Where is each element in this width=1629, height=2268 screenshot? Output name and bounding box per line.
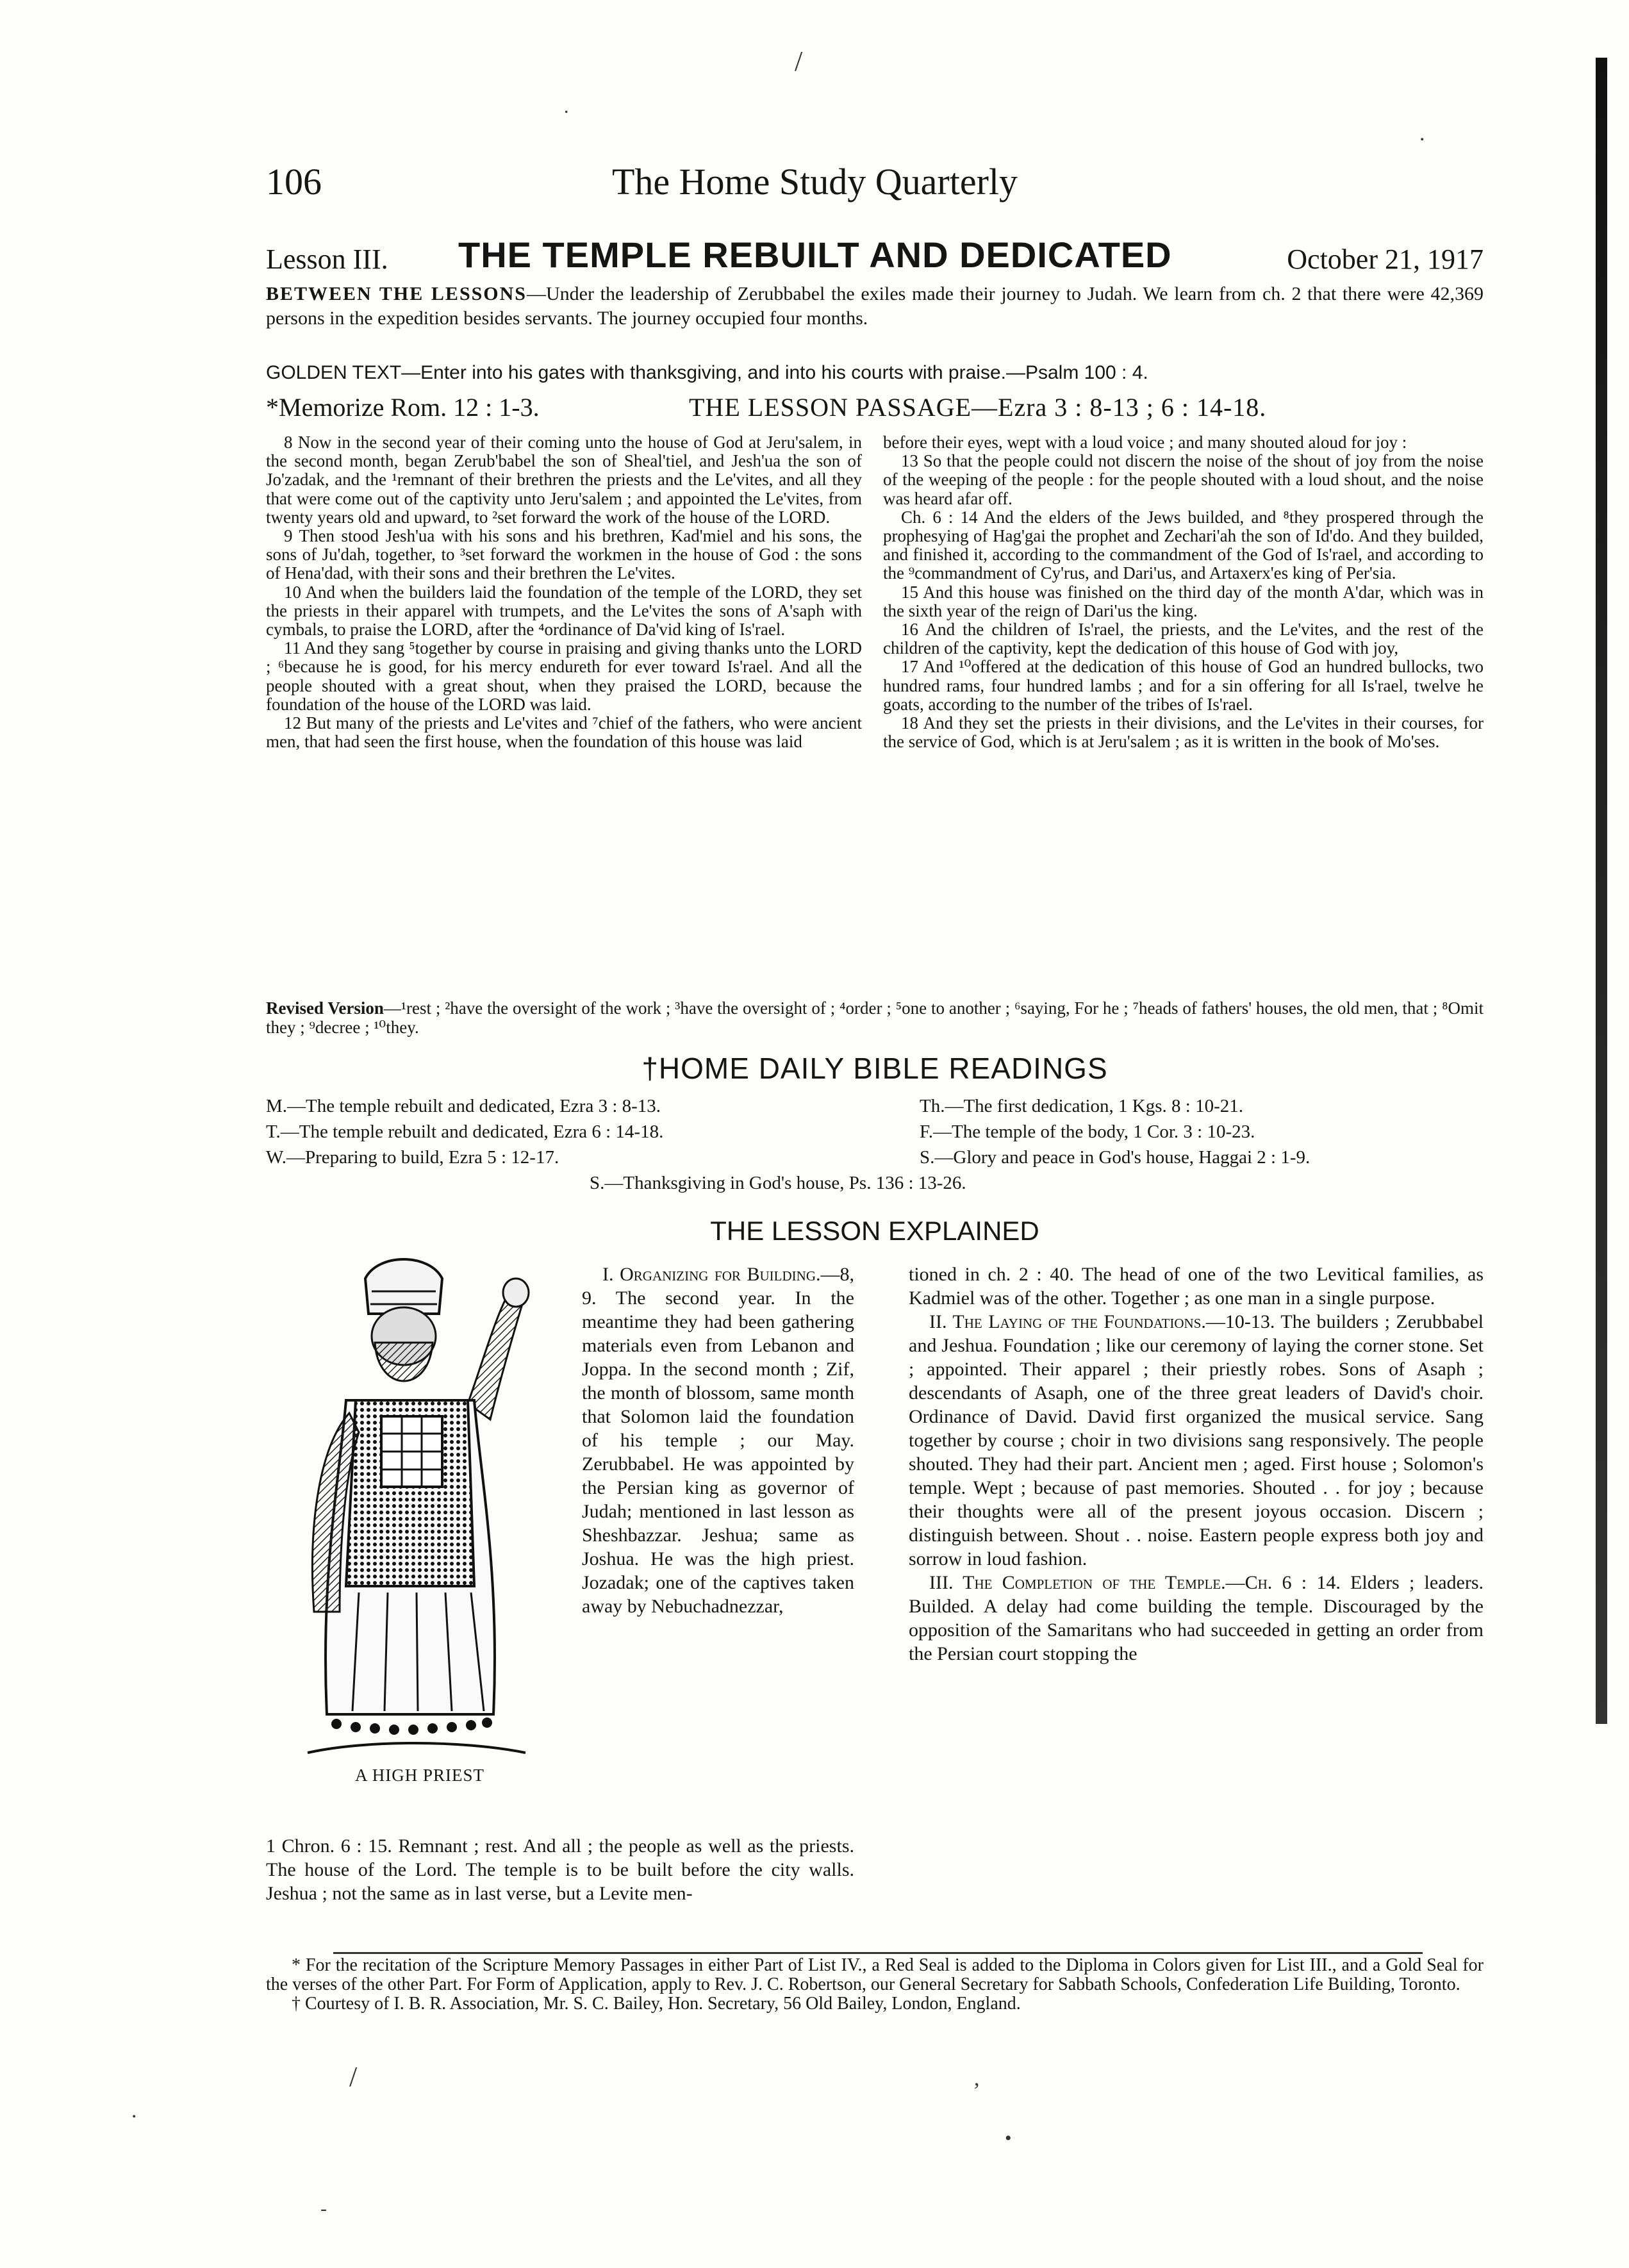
between-the-lessons (266, 282, 1484, 331)
scan-edge-shadow (1596, 58, 1607, 1724)
verse: 13 So that the people could not discern the noise of the shout of joy from the noise of the weeping of the people : for the people shouted with a loud shout, and the noise was heard afar off. (883, 451, 1484, 508)
revised-label: Revised Version (266, 998, 384, 1018)
section-text: tioned in ch. 2 : 40. The head of one of the two Levitical families, as Kadmiel was of the other. Together ; as one man in a single purpose. (909, 1264, 1484, 1309)
verse: Ch. 6 : 14 And the elders of the Jews builded, and ⁸they prospered through the prophesying of Hag'gai the prophet and Zechari'ah the son of Id'do. And they builded, and finished it, according to the commandment of the God of Is'rael, and according to the ⁹commandment of Cy'rus, and Dari'us, and Artaxerx'es king of Per'sia. (883, 507, 1484, 583)
lesson-header (266, 234, 1484, 279)
footnote-rule (333, 1952, 1423, 1954)
page-number: 106 (266, 161, 322, 203)
high-priest-illustration (269, 1253, 570, 1766)
lesson-title: THE TEMPLE REBUILT AND DEDICATED (458, 235, 1172, 275)
memorize-line (266, 392, 1484, 428)
reading-item: Th.—The first dedication, 1 Kgs. 8 : 10-21. (920, 1096, 1243, 1116)
running-head (266, 160, 1484, 211)
reading-item: S.—Glory and peace in God's house, Haggai 2 : 1-9. (920, 1147, 1311, 1168)
scan-speck: . (131, 2099, 137, 2123)
reading-item: M.—The temple rebuilt and dedicated, Ezra 3 : 8-13. (266, 1096, 661, 1116)
section-1-narrow-column (582, 1262, 854, 1618)
reading-item: F.—The temple of the body, 1 Cor. 3 : 10-23. (920, 1122, 1255, 1142)
section-heading: II. The Laying of the Foundations.—10-13. (929, 1311, 1275, 1332)
figure-caption: A HIGH PRIEST (354, 1766, 484, 1785)
lesson-passage-heading: THE LESSON PASSAGE—Ezra 3 : 8-13 ; 6 : 14-18. (689, 393, 1267, 422)
explained-right-column (909, 1262, 1484, 1666)
verse: 15 And this house was finished on the third day of the month A'dar, which was in the sixth year of the reign of Dari'us the king. (883, 582, 1484, 620)
reading-item: S.—Thanksgiving in God's house, Ps. 136 : 13-26. (590, 1173, 966, 1193)
section-text: Elders ; leaders. Builded. A delay had come building the temple. Discouraged by the opposition of the Samaritans who had succeeded in getting an order from the Persian court stopping the (909, 1572, 1484, 1664)
verse: 10 And when the builders laid the foundation of the temple of the LORD, they set the priests in their apparel with trumpets, and the Le'vites the sons of A'saph with cymbals, to praise the LORD, after the ⁴ordinance of Da'vid king of Is'rael. (266, 582, 862, 640)
reading-item: T.—The temple rebuilt and dedicated, Ezra 6 : 14-18. (266, 1122, 664, 1142)
footnotes (266, 1956, 1484, 2014)
section-1-continuation (266, 1834, 854, 1905)
scan-speck: • (1005, 2128, 1012, 2149)
intro-text: —Under the leadership of Zerubbabel the exiles made their journey to Judah. We learn from ch. 2 that there were 42,369 persons in the expedition besides servants. The journey occupied four months. (266, 283, 1484, 329)
scan-speck: . (1419, 122, 1425, 145)
lesson-explained-title: THE LESSON EXPLAINED (710, 1216, 1039, 1246)
section-text: 1 Chron. 6 : 15. Remnant ; rest. And all ; the people as well as the priests. The house of the Lord. The temple is to be built before the city walls. Jeshua ; not the same as in last verse, but a Levite men- (266, 1835, 854, 1904)
scan-speck: / (349, 2061, 358, 2092)
footnote: * For the recitation of the Scripture Memory Passages in either Part of List IV., a Red Seal is added to the Diploma in Colors given for List III., and a Gold Seal for the verses of the other Part. For Form of Application, apply to Rev. J. C. Robertson, our General Secretary for Sabbath Schools, Confederation Life Building, Toronto. (266, 1955, 1484, 1994)
verse: 9 Then stood Jesh'ua with his sons and his brethren, Kad'miel and his sons, the sons of Ju'dah, together, to ³set forward the workmen in the house of God : the sons of Hena'dad, with their sons and their brethren the Le'vites. (266, 526, 862, 583)
memorize-reference: *Memorize Rom. 12 : 1-3. (266, 393, 540, 422)
intro-lead: BETWEEN THE LESSONS (266, 283, 527, 304)
verse: 17 And ¹⁰offered at the dedication of this house of God an hundred bullocks, two hundred rams, four hundred lambs ; and for a sin offering for all Is'rael, twelve he goats, according to the number of the tribes of Is'rael. (883, 657, 1484, 714)
daily-readings-title: †HOME DAILY BIBLE READINGS (641, 1052, 1108, 1085)
scan-speck: , (974, 2067, 980, 2090)
passage-left-column (266, 433, 862, 751)
verse: 12 But many of the priests and Le'vites and ⁷chief of the fathers, who were ancient men, that had seen the first house, when the foundation of this house was laid (266, 713, 862, 752)
publication-title: The Home Study Quarterly (612, 161, 1018, 203)
scan-speck: / (795, 46, 803, 77)
verse: before their eyes, wept with a loud voice ; and many shouted aloud for joy : (883, 433, 1407, 452)
revised-version-notes (266, 998, 1484, 1037)
verse: 18 And they set the priests in their divisions, and the Le'vites in their courses, for the service of God, which is at Jeru'salem ; as it is written in the book of Mo'ses. (883, 713, 1484, 752)
lesson-date: October 21, 1917 (1287, 244, 1484, 275)
golden-text: GOLDEN TEXT—Enter into his gates with thanksgiving, and into his courts with praise.—Psalm 100 : 4. (266, 362, 1148, 383)
lesson-number: Lesson III. (266, 244, 388, 275)
verse: 16 And the children of Is'rael, the priests, and the Le'vites, and the rest of the children of the captivity, kept the dedication of this house of God with joy, (883, 620, 1484, 658)
scan-speck: . (564, 96, 569, 117)
verse: 11 And they sang ⁵together by course in praising and giving thanks unto the LORD ; ⁶because he is good, for his mercy endureth for ever toward Is'rael. And all the people shouted with a great shout, when they praised the LORD, because the foundation of the house of the LORD was laid. (266, 638, 862, 714)
footnote: † Courtesy of I. B. R. Association, Mr. S. C. Bailey, Hon. Secretary, 56 Old Bailey, London, England. (292, 1994, 1021, 2014)
section-heading: III. The Completion of the Temple.—Ch. 6 : 14. (929, 1572, 1341, 1593)
revised-text: —¹rest ; ²have the oversight of the work ; ³have the oversight of ; ⁴order ; ⁵one to another ; ⁶saying, For he ; ⁷heads of fathers' houses, the old men, that ; ⁸Omit they ; ⁹decree ; ¹⁰they. (266, 998, 1484, 1037)
section-text: The second year. In the meantime they had been gathering materials even from Lebanon and Joppa. In the second month ; Zif, the month of blossom, same month that Solomon laid the foundation of his temple ; our May. Zerubbabel. He was appointed by the Persian king as governor of Judah; mentioned in last lesson as Sheshbazzar. Jeshua; same as Joshua. He was the high priest. Jozadak; one of the captives taken away by Nebuchadnezzar, (582, 1287, 854, 1617)
passage-right-column (883, 433, 1484, 751)
verse: 8 Now in the second year of their coming unto the house of God at Jeru'salem, in the second month, began Zerub'babel the son of Sheal'tiel, and Jesh'ua the son of Jo'zadak, and the ¹remnant of their brethren the priests and the Le'vites, and all they that were come out of the captivity unto Jeru'salem ; and appointed the Le'vites, from twenty years old and upward, to ²set forward the work of the house of the LORD. (266, 433, 862, 527)
scan-speck: - (320, 2198, 327, 2219)
reading-item: W.—Preparing to build, Ezra 5 : 12-17. (266, 1147, 559, 1168)
section-heading: I. Organizing for Building.—8, 9. (582, 1264, 854, 1309)
section-text: The builders ; Zerubbabel and Jeshua. Foundation ; like our ceremony of laying the corner stone. Set ; appointed. Their apparel ; their priestly robes. Sons of Asaph ; descendants of Asaph, one of the three great leaders of David's choir. Ordinance of David. David first organized the musical service. Sang together by course ; choir in two divisions sang responsively. The people shouted. They had their part. Ancient men ; aged. First house ; Solomon's temple. Wept ; because of past memories. Shouted . . for joy ; because their thoughts were all of the present joyous occasion. Discern ; distinguish between. Shout . . noise. Eastern people express both joy and sorrow in loud fashion. (909, 1311, 1484, 1569)
